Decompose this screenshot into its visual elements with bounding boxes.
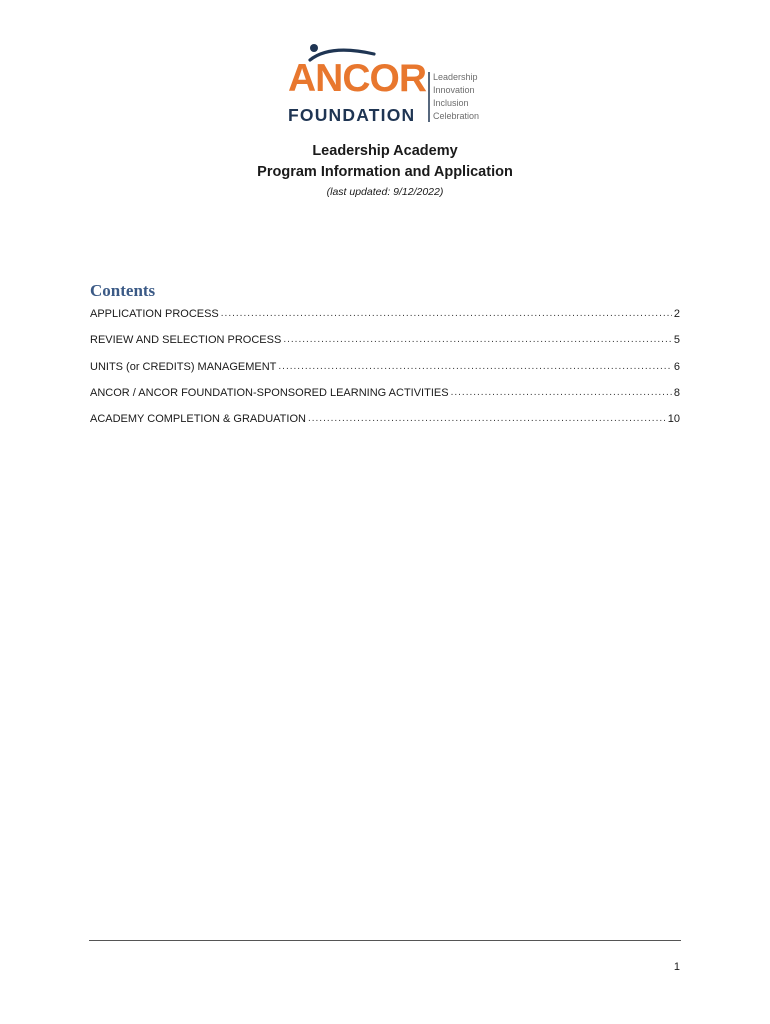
logo-tagline-2: Innovation bbox=[433, 85, 475, 95]
toc-entry-review-selection[interactable] bbox=[90, 332, 680, 358]
page-number: 1 bbox=[673, 961, 680, 973]
footer-divider bbox=[89, 940, 681, 941]
table-of-contents bbox=[90, 306, 680, 437]
logo-ancor-text: ANCOR bbox=[288, 57, 426, 100]
toc-entry-page: 5 bbox=[673, 334, 680, 347]
toc-dot-leader bbox=[283, 332, 672, 348]
toc-dot-leader bbox=[278, 359, 671, 375]
logo-foundation-text: FOUNDATION bbox=[288, 105, 416, 125]
document-subtitle: Program Information and Application bbox=[257, 164, 513, 180]
toc-entry-page: 2 bbox=[673, 308, 680, 320]
toc-dot-leader bbox=[451, 385, 672, 401]
toc-dot-leader bbox=[221, 306, 672, 322]
toc-entry-page: 6 bbox=[673, 360, 680, 373]
toc-entry-units-management[interactable] bbox=[90, 359, 680, 385]
last-updated-note: (last updated: 9/12/2022) bbox=[326, 186, 444, 198]
title-block bbox=[0, 141, 770, 200]
toc-entry-completion-graduation[interactable] bbox=[90, 411, 680, 437]
ancor-foundation-logo bbox=[286, 42, 486, 126]
toc-entry-application-process[interactable] bbox=[90, 306, 680, 332]
toc-entry-title: UNITS (or CREDITS) MANAGEMENT bbox=[90, 360, 277, 373]
toc-entry-title: REVIEW AND SELECTION PROCESS bbox=[90, 334, 282, 347]
contents-heading: Contents bbox=[90, 281, 156, 300]
toc-entry-title: APPLICATION PROCESS bbox=[90, 308, 219, 320]
toc-dot-leader bbox=[308, 411, 666, 427]
logo-tagline-1: Leadership bbox=[433, 72, 478, 82]
logo-figure-head bbox=[310, 44, 318, 52]
logo-tagline-4: Celebration bbox=[433, 111, 480, 121]
toc-entry-learning-activities[interactable] bbox=[90, 385, 680, 411]
toc-entry-page: 10 bbox=[667, 413, 680, 426]
document-title: Leadership Academy bbox=[312, 143, 458, 159]
toc-entry-page: 8 bbox=[673, 386, 680, 399]
toc-entry-title: ACADEMY COMPLETION & GRADUATION bbox=[90, 413, 306, 426]
logo-tagline-3: Inclusion bbox=[433, 98, 469, 108]
toc-entry-title: ANCOR / ANCOR FOUNDATION-SPONSORED LEARNING ACTIVITIES bbox=[90, 386, 449, 399]
